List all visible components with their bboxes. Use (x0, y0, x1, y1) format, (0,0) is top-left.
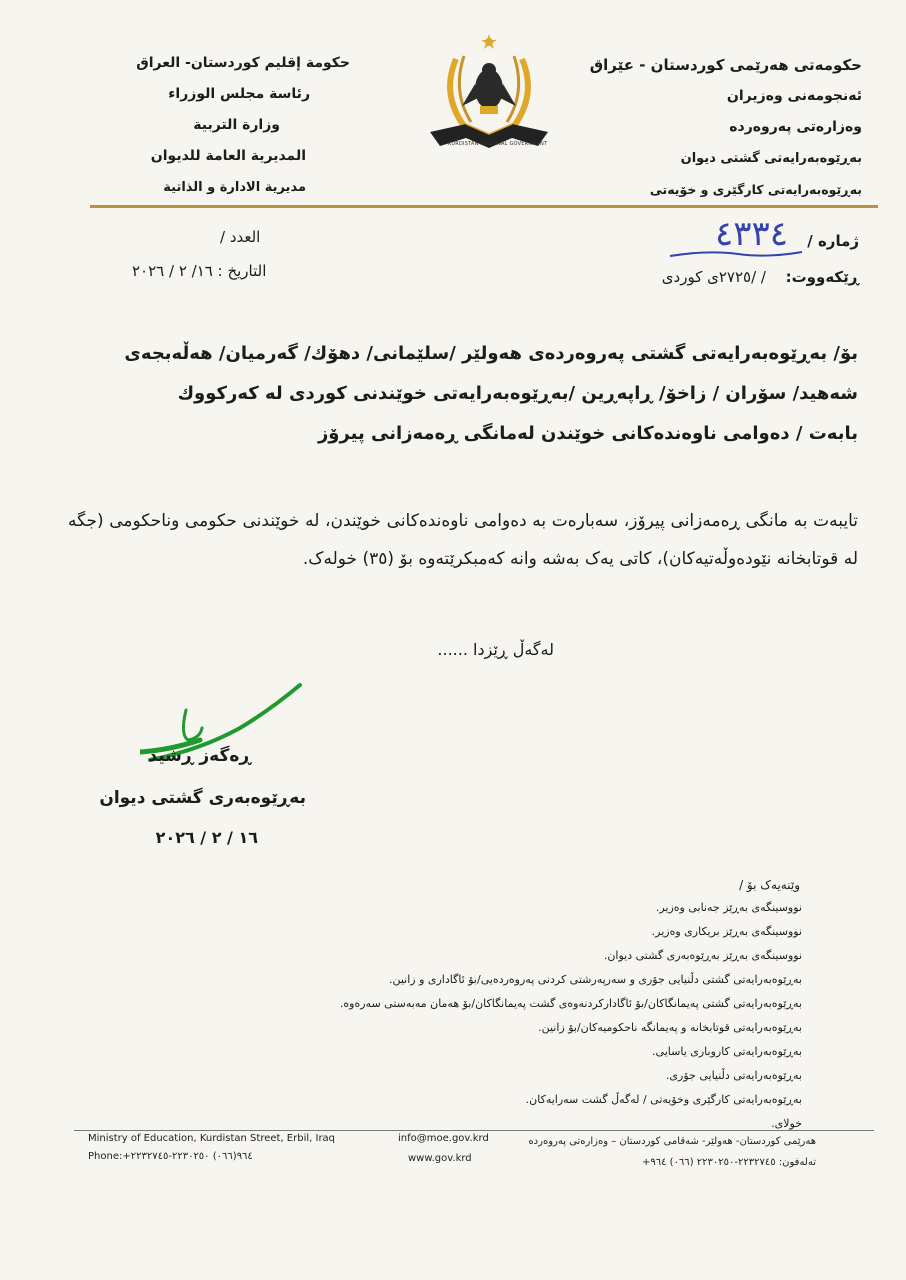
kurdish-letterhead-line: ئەنجومەنی وەزیران (726, 88, 862, 104)
recipients: بۆ/ بەڕێوەبەرایەتی گشتی پەروەردەی هەولێر /سلێمانی/ دهۆك/ گەرمیان/ هەڵەبجەی شەهید/ سۆران / زاخۆ/ ڕاپەڕین /بەڕێوەبەرایەتی خوێندنی كوردی لە كەركووك (124, 343, 858, 404)
arabic-number-label: العدد / (220, 228, 261, 246)
kurdish-letterhead-line: بەڕێوەبەرایەتی كارگێری و خۆیەتی (649, 182, 862, 197)
footer-divider (74, 1130, 874, 1131)
ref-date-label: ڕێكەووت: (785, 268, 859, 286)
cc-item: بەڕێوەبەرایەتی قوتابخانە و پەیمانگە ناحكومیەكان/بۆ زانین. (538, 1021, 802, 1034)
ref-date-value: / /٢٧٢٥ی كوردی (661, 268, 766, 286)
ref-number-value: ٤٣٣٤ (714, 214, 788, 254)
krg-emblem-icon (426, 34, 552, 156)
arabic-letterhead-line: رئاسة مجلس الوزراء (168, 86, 310, 102)
cc-item: خولای. (771, 1117, 802, 1130)
kurdish-letterhead-line: حكومەتی هەرێمی كوردستان - عێراق (589, 56, 862, 74)
body-paragraph: تایبەت بە مانگی ڕەمەزانی پیرۆز، سەبارەت بە دەوامی ناوەندەكانی خوێندن، لە خوێندنی حكومی وناحكومی (جگە لە قوتابخانە نێودەوڵەتیەكان)، كاتی یەک بەشە وانە كەمبكرێتەوە بۆ (٣٥) خولەک. (68, 511, 858, 569)
ref-number-underline-icon (668, 248, 804, 262)
cc-item: بەڕێوەبەرایەتی گشتی دڵنیایی جۆری و سەرپەرشتی كردنی پەروەردەیی/بۆ ئاگاداری و زانین. (388, 973, 802, 986)
arabic-letterhead (100, 48, 350, 203)
arabic-letterhead-line: المديرية العامة للديوان (150, 148, 306, 164)
footer-address-ku: هەرێمی كوردستان- هەولێر- شەقامی كوردستان – وەزارەتی پەروەردە (528, 1136, 816, 1147)
signatory-name: ڕەگەز ڕشید (148, 746, 251, 766)
kurdish-letterhead (562, 50, 862, 205)
ref-number-label: ژمارە / (807, 232, 859, 250)
cc-item: نووسینگەی بەڕێز بەڕێوەبەری گشتی دیوان. (603, 949, 802, 962)
closing-regards: لەگەڵ ڕێزدا ...... (437, 640, 554, 659)
cc-item: بەڕێوەبەرایەتی كارگێری وخۆیەتی / لەگەڵ گشت سەرایەكان. (525, 1093, 802, 1106)
kurdish-letterhead-line: وەزارەتی پەروەردە (729, 119, 862, 135)
signatory-title: بەڕێوەبەری گشتی دیوان (99, 788, 306, 808)
arabic-letterhead-line: وزارة التربية (193, 117, 280, 133)
arabic-date-value: ١٦/ ٢ / ٢٠٢٦ (132, 262, 213, 280)
footer-address-en: Ministry of Education, Kurdistan Street, Erbil, Iraq (88, 1133, 336, 1144)
cc-item: بەڕێوەبەرایەتی گشتی پەیمانگاكان/بۆ ئاگادارکردنەوەی گشت پەیمانگاكان/بۆ هەمان مەبەستی سەرەوە. (339, 997, 802, 1010)
cc-item: نووسینگەی بەڕێز جەنابی وەزیر. (655, 901, 802, 914)
signature-date: ١٦ / ٢ / ٢٠٢٦ (155, 828, 258, 847)
cc-item: بەڕێوەبەرایەتی دڵنیایی جۆری. (665, 1069, 802, 1082)
cc-item: بەڕێوەبەرایەتی كاروباری یاسایی. (652, 1045, 802, 1058)
cc-item: نووسینگەی بەڕێز بریكاری وەزیر. (651, 925, 802, 938)
arabic-letterhead-line: حكومة إقليم كوردستان- العراق (136, 55, 350, 71)
footer-website: www.gov.krd (408, 1153, 472, 1164)
arabic-letterhead-line: مديرية الادارة و الذاتية (163, 180, 306, 195)
kurdish-letterhead-line: بەڕێوەبەرایەتی گشتی دیوان (680, 151, 862, 166)
subject-line: بابەت / دەوامی ناوەندەكانی خوێندن لەمانگی ڕەمەزانی پیرۆز (317, 423, 858, 444)
arabic-date (132, 262, 266, 280)
emblem-caption: KURDISTAN REGIONAL GOVERNMENT (448, 141, 548, 147)
footer-phone-en: Phone:+٩٦٤(٠٦٦) ٢٢٣٠٢٥٠-٢٢٣٢٧٤٥ (88, 1151, 253, 1162)
cc-list (242, 896, 802, 1136)
footer-phone-ku: تەلەفون: ٢٢٣٢٧٤٥-٢٢٣٠٢٥٠ (٠٦٦) ٩٦٤+ (641, 1157, 816, 1168)
cc-title: وێنەیەک بۆ / (739, 878, 800, 892)
arabic-date-label: التاريخ : (217, 262, 267, 280)
footer-email: info@moe.gov.krd (398, 1133, 489, 1144)
header-divider (90, 205, 878, 208)
